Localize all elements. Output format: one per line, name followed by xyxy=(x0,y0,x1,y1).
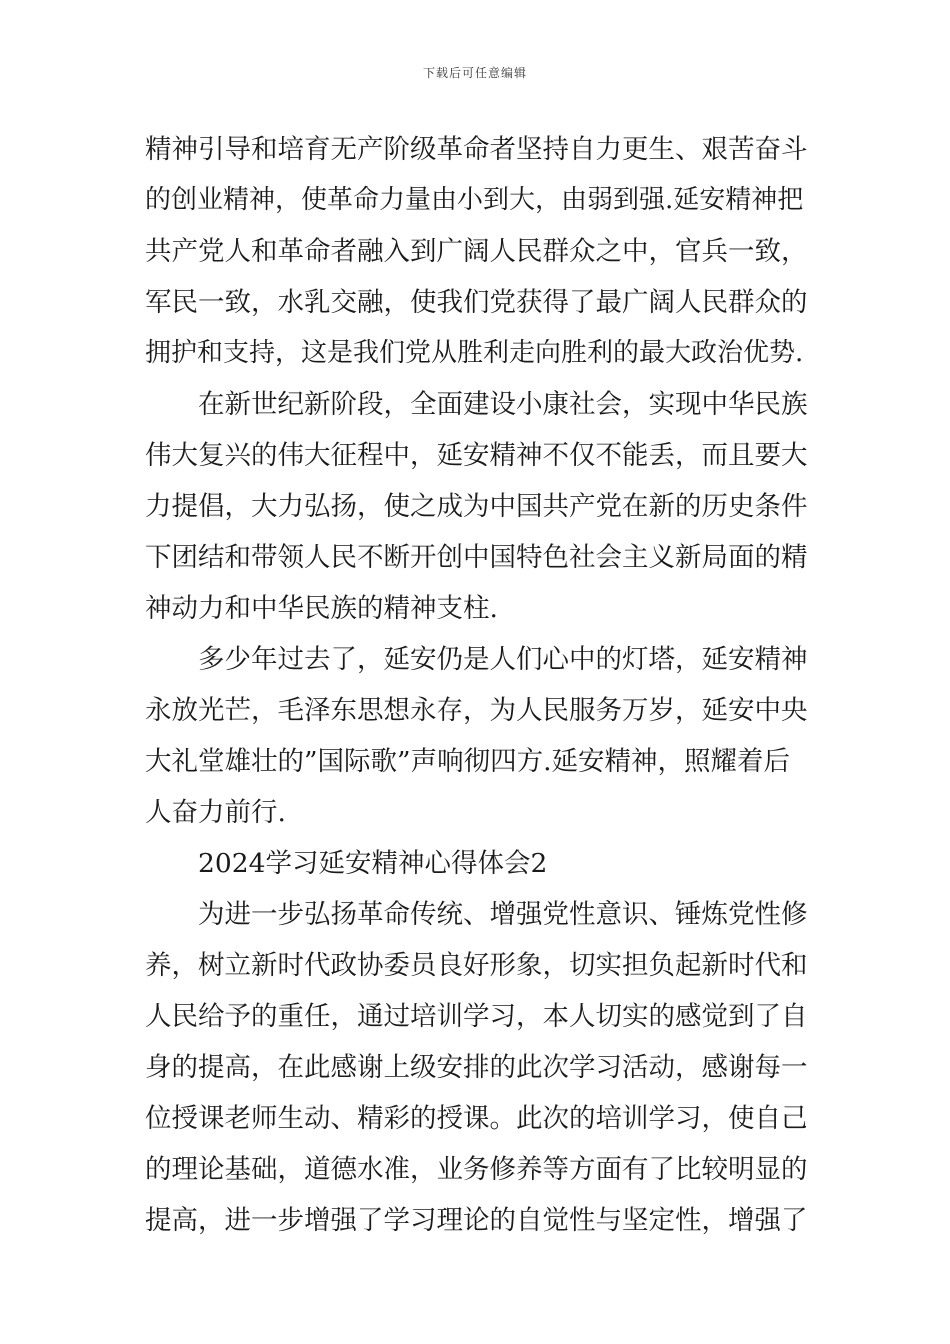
text-line: 拥护和支持，这是我们党从胜利走向胜利的最大政治优势. xyxy=(145,338,804,368)
paragraph xyxy=(145,379,810,634)
text-line: 多少年过去了，延安仍是人们心中的灯塔，延安精神 xyxy=(198,644,808,675)
text-line: 人民给予的重任，通过培训学习，本人切实的感觉到了自 xyxy=(145,1001,808,1032)
paragraph xyxy=(145,124,810,379)
text-line: 力提倡，大力弘扬，使之成为中国共产党在新的历史条件 xyxy=(145,491,808,522)
text-line: 伟大复兴的伟大征程中，延安精神不仅不能丢，而且要大 xyxy=(145,440,808,471)
text-line: 共产党人和革命者融入到广阔人民群众之中，官兵一致， xyxy=(145,236,808,267)
text-line: 的创业精神，使革命力量由小到大，由弱到强.延安精神把 xyxy=(145,185,804,215)
paragraph xyxy=(145,889,810,1246)
text-line: 人奋力前行. xyxy=(145,797,286,828)
page-header-note: 下载后可任意编辑 xyxy=(422,66,527,80)
section-heading xyxy=(145,838,810,889)
paragraph xyxy=(145,634,810,838)
text-line: 位授课老师生动、精彩的授课。此次的培训学习，使自己 xyxy=(145,1103,808,1134)
document-body xyxy=(145,124,810,1246)
text-line: 身的提高，在此感谢上级安排的此次学习活动，感谢每一 xyxy=(145,1052,808,1083)
text-line: 养，树立新时代政协委员良好形象，切实担负起新时代和 xyxy=(145,950,808,981)
text-line: 的理论基础，道德水准，业务修养等方面有了比较明显的 xyxy=(145,1154,808,1185)
text-line: 下团结和带领人民不断开创中国特色社会主义新局面的精 xyxy=(145,542,808,573)
text-line: 永放光芒，毛泽东思想永存，为人民服务万岁，延安中央 xyxy=(145,695,808,726)
text-line: 提高，进一步增强了学习理论的自觉性与坚定性，增强了 xyxy=(145,1205,808,1236)
heading-text: 2024学习延安精神心得体会2 xyxy=(198,848,548,879)
text-line: 在新世纪新阶段，全面建设小康社会，实现中华民族 xyxy=(198,389,808,420)
text-line: 精神引导和培育无产阶级革命者坚持自力更生、艰苦奋斗 xyxy=(145,134,808,165)
text-line: 大礼堂雄壮的”国际歌”声响彻四方.延安精神，照耀着后 xyxy=(145,746,791,777)
text-line: 神动力和中华民族的精神支柱. xyxy=(145,593,498,624)
text-line: 为进一步弘扬革命传统、增强党性意识、锤炼党性修 xyxy=(198,899,808,930)
text-line: 军民一致，水乳交融，使我们党获得了最广阔人民群众的 xyxy=(145,287,808,318)
